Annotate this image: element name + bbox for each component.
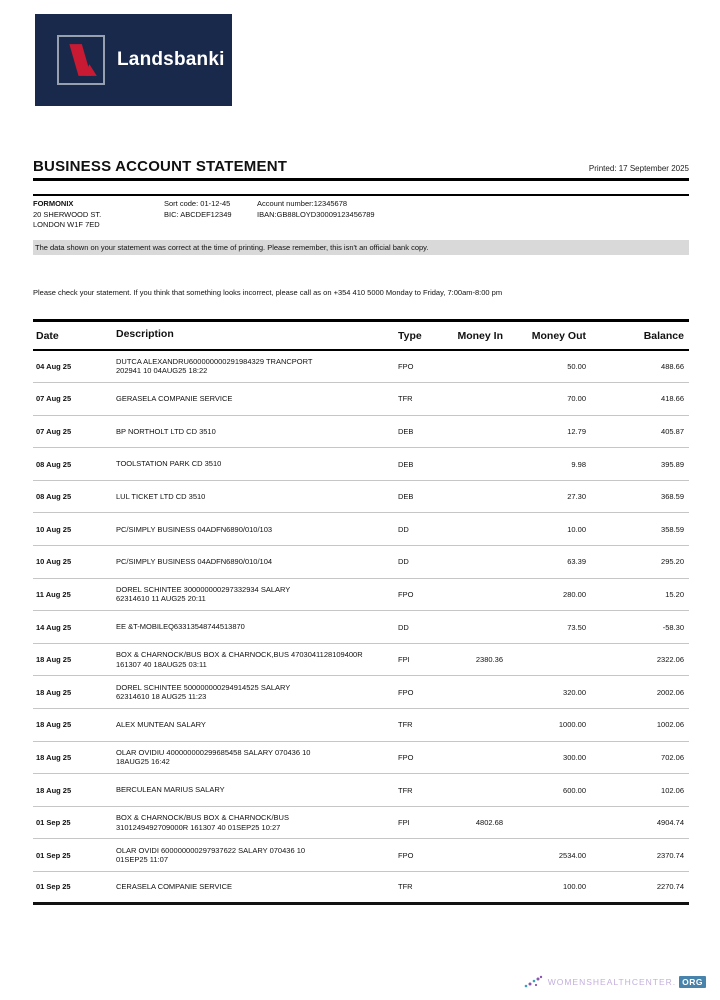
watermark-dots-icon bbox=[523, 974, 545, 990]
cell-date: 07 Aug 25 bbox=[36, 426, 72, 436]
column-header-balance: Balance bbox=[643, 329, 684, 342]
cell-money-out: 70.00 bbox=[567, 394, 586, 404]
cell-date: 01 Sep 25 bbox=[36, 882, 71, 892]
table-row bbox=[33, 481, 689, 514]
cell-money-out: 12.79 bbox=[567, 426, 586, 436]
cell-money-out: 280.00 bbox=[563, 589, 586, 599]
table-row bbox=[33, 742, 689, 775]
table-row bbox=[33, 676, 689, 709]
description-line2: 161307 40 18AUG25 03:11 bbox=[116, 659, 207, 669]
description-line1: BP NORTHOLT LTD CD 3510 bbox=[116, 426, 216, 436]
cell-type: FPO bbox=[398, 752, 414, 762]
cell-date: 10 Aug 25 bbox=[36, 557, 72, 567]
table-row bbox=[33, 448, 689, 481]
statement-content bbox=[33, 158, 689, 905]
table-row bbox=[33, 579, 689, 612]
cell-date: 18 Aug 25 bbox=[36, 720, 72, 730]
landsbanki-red-mark-icon bbox=[61, 40, 101, 80]
cell-type: FPO bbox=[398, 361, 414, 371]
description-line1: PC/SIMPLY BUSINESS 04ADFN6890/010/103 bbox=[116, 524, 273, 534]
cell-money-out: 300.00 bbox=[563, 752, 586, 762]
table-row bbox=[33, 709, 689, 742]
description-line1: LUL TICKET LTD CD 3510 bbox=[116, 491, 206, 501]
cell-balance: 15.20 bbox=[665, 589, 684, 599]
cell-type: FPI bbox=[398, 655, 410, 665]
cell-type: TFR bbox=[398, 720, 413, 730]
cell-date: 08 Aug 25 bbox=[36, 492, 72, 502]
cell-type: FPI bbox=[398, 818, 410, 828]
description-line1: BOX & CHARNOCK/BUS BOX & CHARNOCK,BUS 4703041128109400R bbox=[116, 650, 363, 660]
sort-code: Sort code: 01-12-45 bbox=[164, 199, 231, 208]
bank-logo bbox=[35, 14, 232, 106]
table-row bbox=[33, 872, 689, 905]
cell-money-out: 10.00 bbox=[567, 524, 586, 534]
title-row bbox=[33, 158, 689, 181]
column-header-description: Description bbox=[116, 327, 174, 340]
cell-type: TFR bbox=[398, 394, 413, 404]
cell-balance: 405.87 bbox=[661, 426, 684, 436]
cell-balance: 2370.74 bbox=[656, 850, 684, 860]
description-line1: OLAR OVIDIU 400000000299685458 SALARY 070436 10 bbox=[116, 747, 311, 757]
cell-date: 04 Aug 25 bbox=[36, 361, 72, 371]
account-address-line1: 20 SHERWOOD ST. bbox=[33, 209, 102, 219]
column-header-money-out: Money Out bbox=[531, 329, 586, 342]
table-row bbox=[33, 774, 689, 807]
cell-balance: 102.06 bbox=[661, 785, 684, 795]
cell-type: TFR bbox=[398, 785, 413, 795]
table-header bbox=[33, 322, 689, 351]
cell-description bbox=[113, 720, 395, 730]
account-holder-name: FORMONIX bbox=[33, 199, 74, 208]
cell-date: 10 Aug 25 bbox=[36, 524, 72, 534]
description-line1: DOREL SCHINTEE 500000000294914525 SALARY bbox=[116, 682, 291, 692]
cell-balance: 1002.06 bbox=[656, 720, 684, 730]
bic: BIC: ABCDEF12349 bbox=[164, 209, 232, 219]
cell-description bbox=[113, 622, 395, 632]
account-number: Account number:12345678 bbox=[257, 199, 348, 208]
cell-balance: 295.20 bbox=[661, 557, 684, 567]
cell-type: FPO bbox=[398, 687, 414, 697]
watermark-text[interactable]: WOMENSHEALTHCENTER. bbox=[547, 977, 677, 987]
cell-money-out: 63.39 bbox=[567, 557, 586, 567]
watermark bbox=[523, 974, 706, 990]
cell-type: DD bbox=[398, 622, 409, 632]
transactions-table bbox=[33, 319, 689, 905]
cell-type: DEB bbox=[398, 492, 414, 502]
cell-money-out: 27.30 bbox=[567, 492, 586, 502]
cell-balance: 358.59 bbox=[661, 524, 684, 534]
description-line1: TOOLSTATION PARK CD 3510 bbox=[116, 459, 222, 469]
description-line1: BERCULEAN MARIUS SALARY bbox=[116, 785, 225, 795]
cell-money-out: 73.50 bbox=[567, 622, 586, 632]
cell-description bbox=[113, 846, 395, 865]
cell-date: 07 Aug 25 bbox=[36, 394, 72, 404]
cell-description bbox=[113, 813, 395, 832]
account-holder bbox=[33, 199, 164, 231]
cell-date: 18 Aug 25 bbox=[36, 752, 72, 762]
cell-money-out: 100.00 bbox=[563, 882, 586, 892]
cell-money-out: 320.00 bbox=[563, 687, 586, 697]
cell-balance: 702.06 bbox=[661, 752, 684, 762]
page-title: BUSINESS ACCOUNT STATEMENT bbox=[33, 158, 288, 175]
description-line2: 62314610 18 AUG25 11:23 bbox=[116, 692, 207, 702]
bic-iban-line bbox=[164, 210, 375, 221]
cell-balance: 2002.06 bbox=[656, 687, 684, 697]
watermark-org-badge[interactable]: ORG bbox=[679, 976, 706, 988]
description-line1: EE &T-MOBILEQ63313548744513870 bbox=[116, 622, 245, 632]
cell-description bbox=[113, 650, 395, 669]
description-line1: CERASELA COMPANIE SERVICE bbox=[116, 882, 233, 892]
sortcode-account-line bbox=[164, 199, 375, 210]
cell-balance: 418.66 bbox=[661, 394, 684, 404]
cell-description bbox=[113, 394, 395, 404]
cell-balance: 2322.06 bbox=[656, 655, 684, 665]
description-line1: PC/SIMPLY BUSINESS 04ADFN6890/010/104 bbox=[116, 557, 273, 567]
cell-type: DD bbox=[398, 524, 409, 534]
bank-name: Landsbanki bbox=[117, 49, 225, 70]
cell-money-out: 2534.00 bbox=[558, 850, 586, 860]
column-header-type: Type bbox=[398, 329, 422, 342]
cell-description bbox=[113, 492, 395, 502]
cell-description bbox=[113, 748, 395, 767]
description-line1: DUTCA ALEXANDRU600000000291984329 TRANCPORT bbox=[116, 356, 313, 366]
cell-type: FPO bbox=[398, 850, 414, 860]
table-row bbox=[33, 416, 689, 449]
cell-balance: 4904.74 bbox=[656, 818, 684, 828]
cell-type: FPO bbox=[398, 589, 414, 599]
table-row bbox=[33, 351, 689, 384]
cell-description bbox=[113, 557, 395, 567]
landsbanki-emblem-icon bbox=[57, 35, 105, 85]
cell-money-out: 600.00 bbox=[563, 785, 586, 795]
transactions-body bbox=[33, 351, 689, 905]
cell-description bbox=[113, 585, 395, 604]
cell-balance: 2270.74 bbox=[656, 882, 684, 892]
column-header-date: Date bbox=[36, 329, 59, 342]
cell-balance: 488.66 bbox=[661, 361, 684, 371]
description-line1: DOREL SCHINTEE 300000000297332934 SALARY bbox=[116, 584, 291, 594]
cell-money-out: 50.00 bbox=[567, 361, 586, 371]
cell-type: DEB bbox=[398, 426, 414, 436]
cell-description bbox=[113, 459, 395, 469]
cell-date: 11 Aug 25 bbox=[36, 589, 71, 599]
description-line1: BOX & CHARNOCK/BUS BOX & CHARNOCK/BUS bbox=[116, 813, 289, 823]
cell-description bbox=[113, 357, 395, 376]
cell-money-out: 1000.00 bbox=[558, 720, 586, 730]
account-numbers bbox=[164, 199, 375, 231]
column-header-money-in: Money In bbox=[457, 329, 503, 342]
description-line2: 3101249492709000R 161307 40 01SEP25 10:27 bbox=[116, 822, 281, 832]
cell-money-in: 2380.36 bbox=[475, 655, 503, 665]
description-line2: 18AUG25 16:42 bbox=[116, 757, 170, 767]
cell-date: 01 Sep 25 bbox=[36, 850, 71, 860]
table-row bbox=[33, 807, 689, 840]
table-row bbox=[33, 839, 689, 872]
cell-date: 18 Aug 25 bbox=[36, 785, 72, 795]
cell-balance: 395.89 bbox=[661, 459, 684, 469]
description-line1: OLAR OVIDI 600000000297937622 SALARY 070436 10 bbox=[116, 845, 306, 855]
cell-balance: 368.59 bbox=[661, 492, 684, 502]
printed-date: Printed: 17 September 2025 bbox=[588, 164, 689, 173]
cell-date: 01 Sep 25 bbox=[36, 818, 71, 828]
description-line2: 202941 10 04AUG25 18:22 bbox=[116, 366, 208, 376]
cell-description bbox=[113, 427, 395, 437]
description-line2: 01SEP25 11:07 bbox=[116, 855, 168, 865]
table-row bbox=[33, 644, 689, 677]
table-row bbox=[33, 513, 689, 546]
iban: IBAN:GB88LOYD30009123456789 bbox=[257, 209, 375, 219]
cell-description bbox=[113, 785, 395, 795]
cell-description bbox=[113, 683, 395, 702]
account-info bbox=[33, 194, 689, 231]
table-row bbox=[33, 546, 689, 579]
cell-balance: -58.30 bbox=[662, 622, 684, 632]
description-line1: ALEX MUNTEAN SALARY bbox=[116, 720, 206, 730]
table-row bbox=[33, 383, 689, 416]
disclaimer-note: The data shown on your statement was correct at the time of printing. Please remember, this isn't an official bank copy. bbox=[33, 240, 689, 255]
cell-type: DD bbox=[398, 557, 409, 567]
cell-date: 18 Aug 25 bbox=[36, 687, 72, 697]
check-statement-note: Please check your statement. If you think that something looks incorrect, please call as on +354 410 5000 Monday to Friday, 7:00am-8:00 pm bbox=[33, 287, 503, 297]
cell-date: 18 Aug 25 bbox=[36, 655, 72, 665]
cell-type: TFR bbox=[398, 882, 413, 892]
table-row bbox=[33, 611, 689, 644]
cell-date: 08 Aug 25 bbox=[36, 459, 72, 469]
cell-money-out: 9.98 bbox=[571, 459, 586, 469]
description-line2: 62314610 11 AUG25 20:11 bbox=[116, 594, 206, 604]
cell-description bbox=[113, 882, 395, 892]
cell-description bbox=[113, 525, 395, 535]
cell-type: DEB bbox=[398, 459, 414, 469]
account-address-line2: LONDON W1F 7ED bbox=[33, 220, 100, 229]
cell-date: 14 Aug 25 bbox=[36, 622, 72, 632]
cell-money-in: 4802.68 bbox=[475, 818, 503, 828]
description-line1: GERASELA COMPANIE SERVICE bbox=[116, 394, 233, 404]
